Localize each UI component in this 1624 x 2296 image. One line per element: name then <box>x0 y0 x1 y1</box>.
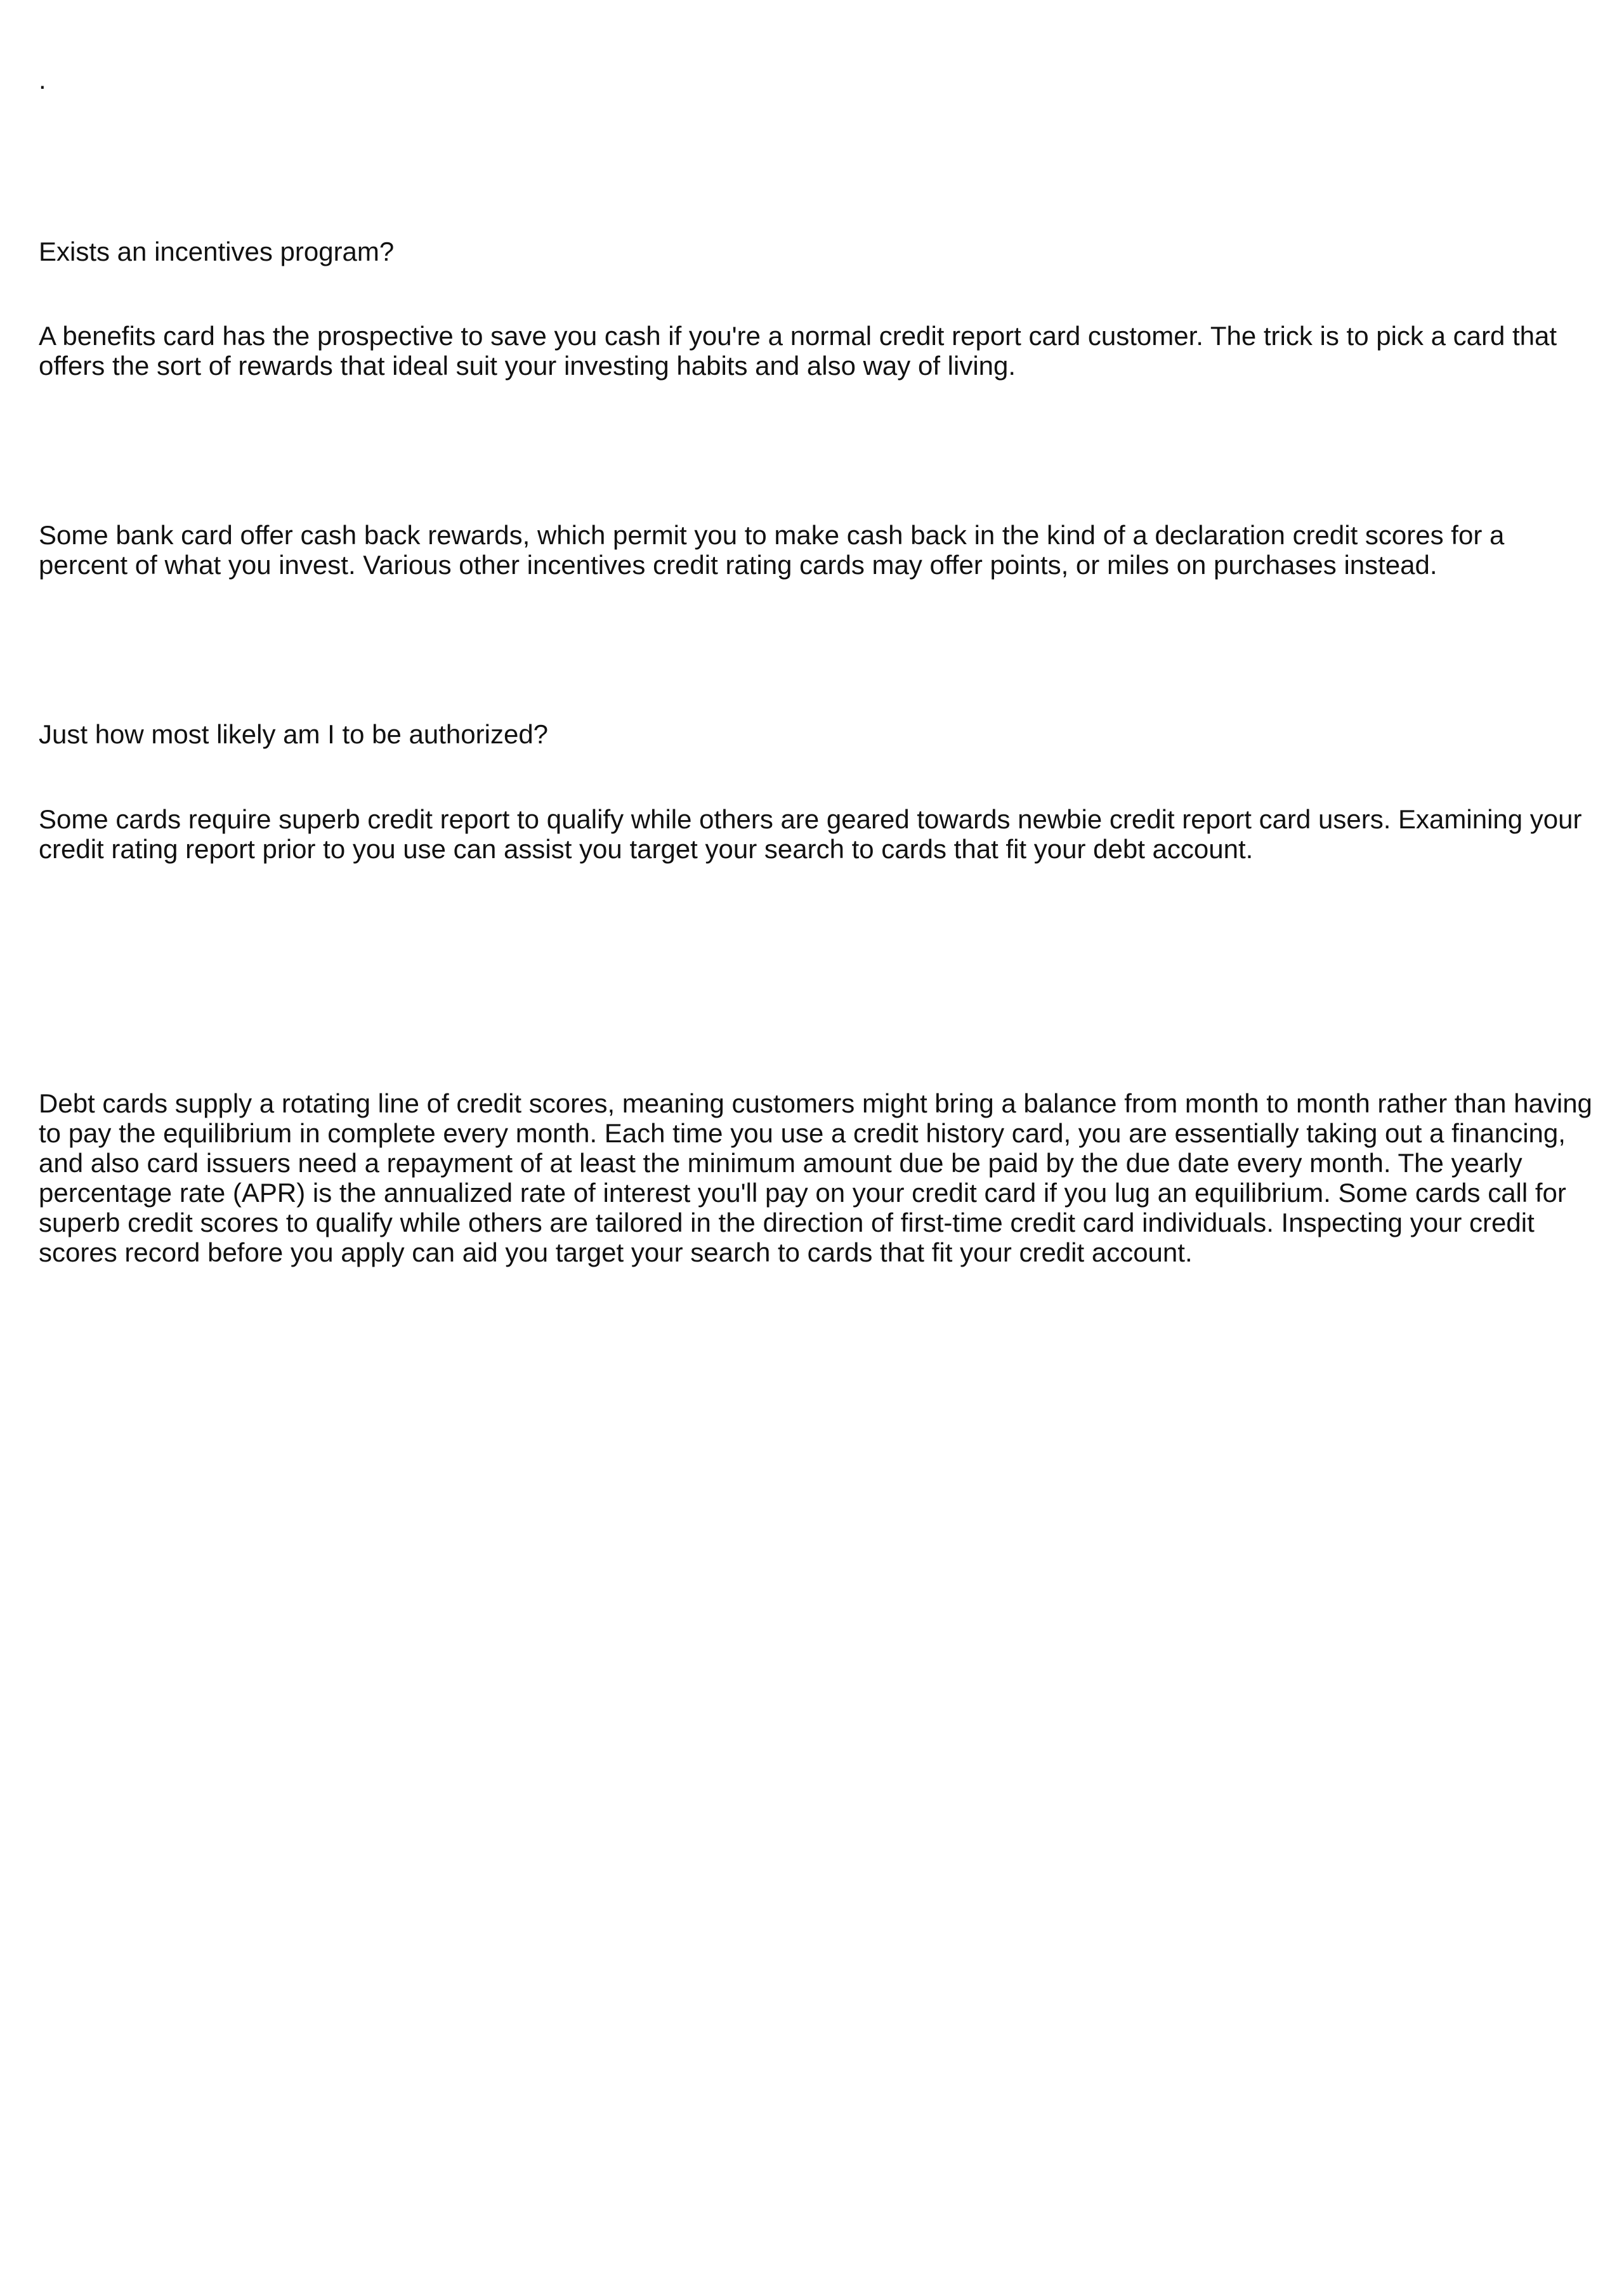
paragraph-approval: Some cards require superb credit report to qualify while others are geared towards newbie credit report card users. Examining your credit rating report prior to you use can assist you target your search to cards that fit your debt account. <box>39 804 1582 864</box>
section-heading-approval: Just how most likely am I to be authorized? <box>39 719 549 749</box>
paragraph-cash-back: Some bank card offer cash back rewards, which permit you to make cash back in the kind of a declaration credit scores for a percent of what you invest. Various other incentives credit rating cards may offer points, or miles on purchases instead. <box>39 520 1505 580</box>
paragraph-rewards-intro: A benefits card has the prospective to save you cash if you're a normal credit report card customer. The trick is to pick a card that offers the sort of rewards that ideal suit your investing habits and also way of living. <box>39 321 1557 381</box>
paragraph-credit-cards-overview: Debt cards supply a rotating line of credit scores, meaning customers might bring a balance from month to month rather than having to pay the equilibrium in complete every month. Each time you use a credit history card, you are essentially taking out a financing, and also card issuers need a repayment of at least the minimum amount due be paid by the due date every month. The yearly percentage rate (APR) is the annualized rate of interest you'll pay on your credit card if you lug an equilibrium. Some cards call for superb credit scores to qualify while others are tailored in the direction of first-time credit card individuals. Inspecting your credit scores record before you apply can aid you target your search to cards that fit your credit account. <box>39 1088 1592 1267</box>
section-heading-rewards: Exists an incentives program? <box>39 237 395 266</box>
top-mark: . <box>39 65 46 95</box>
